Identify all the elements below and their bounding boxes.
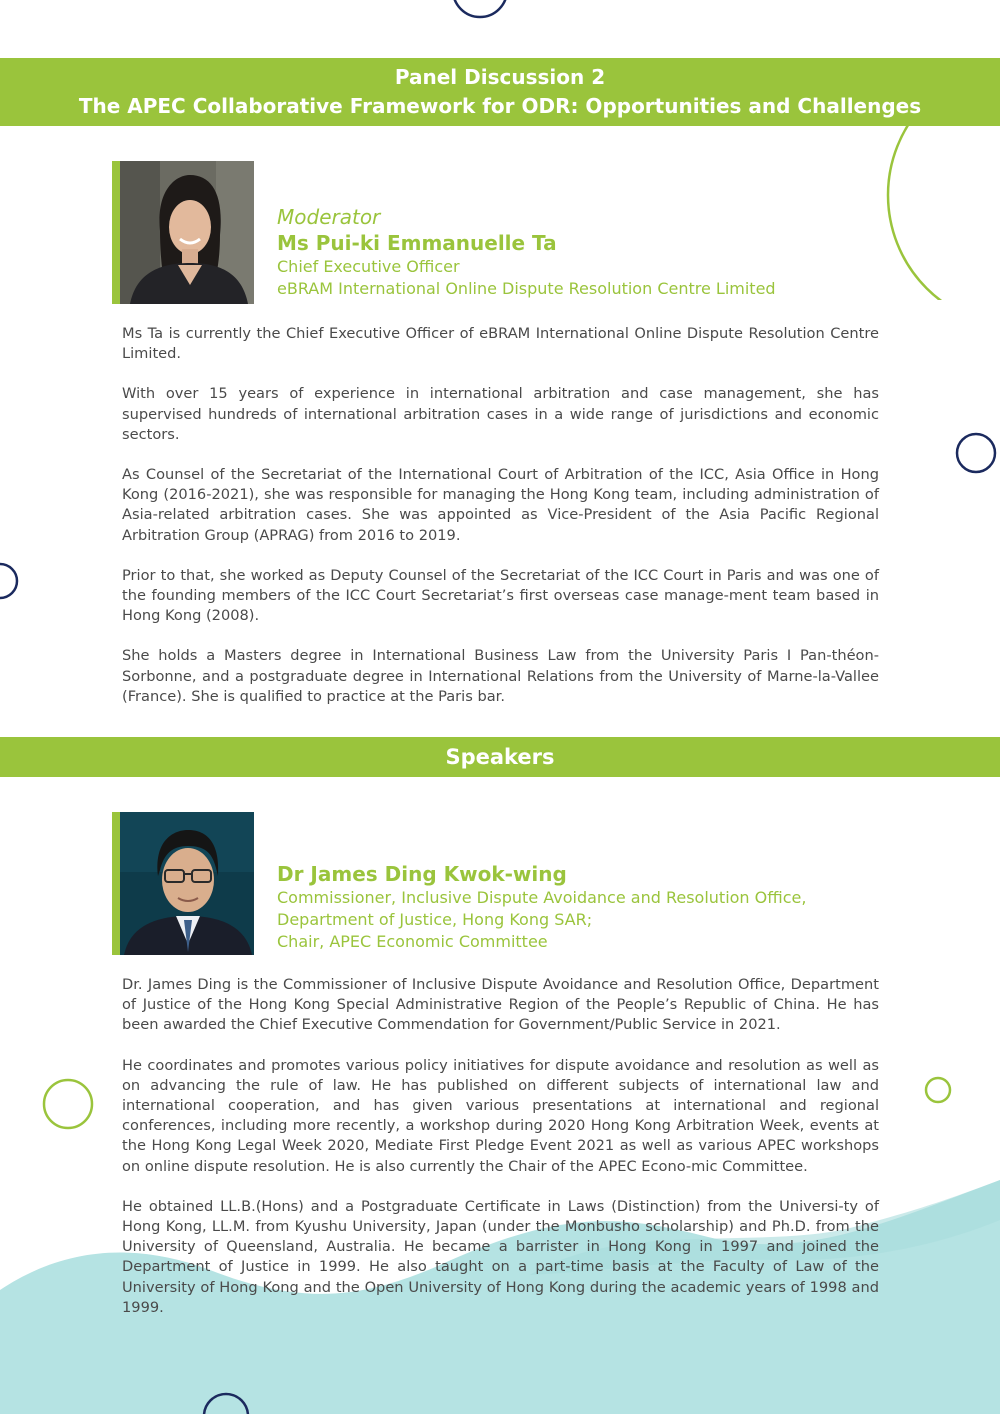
bio-paragraph: She holds a Masters degree in International Business Law from the University Paris I Pan-théon-Sorbonne, and a postgraduate degree in International Relations from the University of Marne-la-Vallee (France). She is qualified to practice at the Paris bar. [122,647,879,705]
moderator-heading [277,204,776,300]
moderator-role: Moderator [277,205,381,229]
circle-outline-right-green [923,1075,953,1105]
speaker-photo [112,812,254,955]
circle-outline-right-navy [954,431,998,475]
bio-paragraph: As Counsel of the Secretariat of the International Court of Arbitration of the ICC, Asia Office in Hong Kong (2016-2021), she was responsible for managing the Hong Kong team, including administration of Asia-related arbitration cases. She was appointed as Vice-President of the Asia Pacific Regional Arbitration Group (APRAG) from 2016 to 2019. [122,466,879,544]
speaker-name: Dr James Ding Kwok-wing [277,862,567,886]
panel-header [0,58,1000,126]
speaker-title-line2: Department of Justice, Hong Kong SAR; [277,910,593,929]
bio-paragraph: Prior to that, she worked as Deputy Counsel of the Secretariat of the ICC Court in Paris and was one of the founding members of the ICC Court Secretariat’s first overseas case manage-ment team based in Hong Kong (2008). [122,566,879,625]
moderator-photo [112,161,254,304]
bio-paragraph: Ms Ta is currently the Chief Executive Officer of eBRAM International Online Dispute Resolution Centre Limited. [122,325,879,363]
speaker-title-line1: Commissioner, Inclusive Dispute Avoidance and Resolution Office, [277,888,807,907]
moderator-name: Ms Pui-ki Emmanuelle Ta [277,231,557,255]
moderator-title-line2: eBRAM International Online Dispute Resolution Centre Limited [277,279,776,298]
speaker-title-line3: Chair, APEC Economic Committee [277,932,548,951]
circle-outline-bottom [200,1390,252,1414]
moderator-title-line1: Chief Executive Officer [277,257,460,276]
speakers-header: Speakers [0,737,1000,777]
moderator-bio [122,324,879,727]
panel-subtitle: The APEC Collaborative Framework for ODR: Opportunities and Challenges [78,94,922,118]
circle-arc-right [880,120,1000,300]
speaker-bio [122,975,879,1338]
circle-outline-top [448,0,512,24]
circle-outline-left-green [40,1076,96,1132]
circle-outline-left-navy [0,561,22,601]
bio-paragraph: Dr. James Ding is the Commissioner of Inclusive Dispute Avoidance and Resolution Office, Department of Justice of the Hong Kong Special Administrative Region of the People’s Republic of China. He has been awarded the Chief Executive Commendation for Government/Public Service in 2021. [122,976,879,1034]
bio-paragraph: He obtained LL.B.(Hons) and a Postgraduate Certificate in Laws (Distinction) from the Universi-ty of Hong Kong, LL.M. from Kyushu University, Japan (under the Monbusho scholarship) and Ph.D. from the University of Queensland, Australia. He became a barrister in Hong Kong in 1997 and joined the Department of Justice in 1999. He also taught on a part-time basis at the Faculty of Law of the University of Hong Kong and the Open University of Hong Kong during the academic years of 1998 and 1999. [122,1197,879,1316]
speaker-heading [277,861,806,953]
bio-paragraph: He coordinates and promotes various policy initiatives for dispute avoidance and resolution as well as on advancing the rule of law. He has published on different subjects of international law and international cooperation, and has given various presentations at international and regional conferences, including more recently, a workshop during 2020 Hong Kong Arbitration Week, events at the Hong Kong Legal Week 2020, Mediate First Pledge Event 2021 as well as various APEC workshops on online dispute resolution. He is also currently the Chair of the APEC Econo-mic Committee. [122,1056,879,1175]
panel-title: Panel Discussion 2 [394,65,606,89]
bio-paragraph: With over 15 years of experience in international arbitration and case management, she has supervised hundreds of international arbitration cases in a wide range of jurisdictions and economic sectors. [122,385,879,443]
